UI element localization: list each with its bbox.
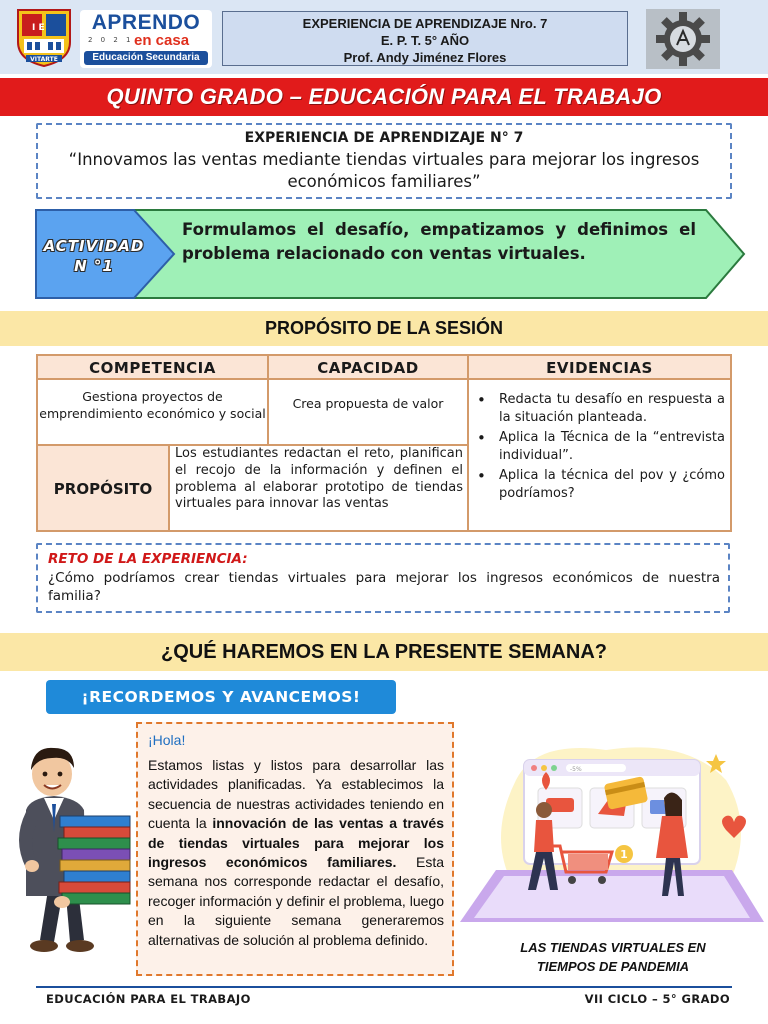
proposito-label-cell: PROPÓSITO	[37, 445, 169, 531]
caption-line-1: LAS TIENDAS VIRTUALES EN	[520, 940, 706, 955]
evidencias-list	[477, 391, 725, 505]
challenge-title: RETO DE LA EXPERIENCIA:	[48, 551, 248, 567]
activity-description: Formulamos el desafío, empatizamos y definimos el problema relacionado con ventas virtuales.	[182, 220, 696, 263]
gear-emblem-icon	[646, 9, 720, 69]
title-line-1: EXPERIENCIA DE APRENDIZAJE Nro. 7	[302, 16, 548, 31]
student-carrying-books-icon	[4, 740, 134, 958]
aprendo-title: APRENDO	[91, 11, 201, 34]
experience-heading: EXPERIENCIA DE APRENDIZAJE N° 7	[244, 130, 524, 146]
grade-banner: QUINTO GRADO – EDUCACIÓN PARA EL TRABAJO	[0, 78, 768, 116]
footer-course: EDUCACIÓN PARA EL TRABAJO	[46, 992, 251, 1006]
footer-divider	[36, 986, 732, 988]
evidence-item: • Aplica la técnica del pov y ¿cómo podríamos?	[477, 467, 725, 503]
school-crest-icon	[14, 8, 74, 68]
title-line-2: E. P. T. 5° AÑO	[380, 33, 470, 48]
svg-text:VITARTE: VITARTE	[30, 56, 58, 63]
activity-label-line-1: ACTIVIDAD	[43, 237, 145, 255]
recordemos-button[interactable]: ¡RECORDEMOS Y AVANCEMOS!	[46, 680, 396, 714]
document-title-box	[222, 11, 628, 66]
activity-label	[36, 236, 152, 276]
greeting-text-bold: innovación de las ventas a través de tiendas virtuales para mejorar los ingresos económicos familiares.	[148, 815, 444, 871]
competencia-cell: Gestiona proyectos de emprendimiento económico y social	[37, 379, 268, 445]
proposito-text-cell: Los estudiantes redactan el reto, planifican el recojo de la información y definen el problema al elaborar prototipo de tiendas virtuales para innovar las ventas	[169, 445, 468, 531]
header-evidencias: EVIDENCIAS	[468, 355, 731, 379]
purpose-banner: PROPÓSITO DE LA SESIÓN	[0, 311, 768, 346]
online-shopping-illustration	[456, 740, 768, 930]
caption-line-2: TIEMPOS DE PANDEMIA	[536, 959, 690, 974]
svg-text:I E: I E	[32, 23, 45, 33]
aprendo-year: 2 0 2 1	[88, 36, 134, 44]
header-capacidad: CAPACIDAD	[268, 355, 468, 379]
svg-text:1: 1	[620, 848, 628, 861]
evidencias-cell	[468, 379, 731, 531]
illustration-caption	[468, 938, 758, 976]
challenge-text: ¿Cómo podríamos crear tiendas virtuales para mejorar los ingresos económicos de nuestra familia?	[48, 570, 720, 604]
title-line-3: Prof. Andy Jiménez Flores	[343, 50, 507, 65]
experience-box	[36, 123, 732, 199]
experience-title: “Innovamos las ventas mediante tiendas virtuales para mejorar los ingresos económicos familiares”	[68, 150, 700, 191]
header-competencia: COMPETENCIA	[37, 355, 268, 379]
aprendo-band: Educación Secundaria	[84, 51, 208, 65]
evidence-item: • Aplica la Técnica de la “entrevista individual”.	[477, 429, 725, 465]
greeting-text-part-2: Esta semana nos corresponde redactar el desafío, recoger información y definir el problema, luego en la siguiente semana generaremos alternativas de solución al problema definido.	[148, 854, 444, 948]
greeting-text-part-1: Estamos listas y listos para desarrollar las actividades planificadas. Ya establecimos la secuencia de nuestras actividades teniendo en cuenta la	[148, 757, 444, 832]
greeting-box	[136, 722, 454, 976]
evidence-item: • Redacta tu desafío en respuesta a la situación planteada.	[477, 391, 725, 427]
greeting-title: ¡Hola!	[148, 732, 186, 748]
aprendo-en-casa-logo	[80, 10, 212, 68]
greeting-text	[148, 756, 444, 950]
capacidad-cell: Crea propuesta de valor	[268, 379, 468, 445]
week-banner: ¿QUÉ HAREMOS EN LA PRESENTE SEMANA?	[0, 633, 768, 671]
competency-table	[36, 354, 732, 532]
aprendo-subtitle: en casa	[134, 32, 190, 49]
footer-grade: VII CICLO – 5° GRADO	[584, 992, 730, 1006]
activity-label-line-2: N °1	[74, 257, 114, 275]
svg-text:-5%: -5%	[570, 766, 582, 773]
challenge-box	[36, 543, 730, 613]
